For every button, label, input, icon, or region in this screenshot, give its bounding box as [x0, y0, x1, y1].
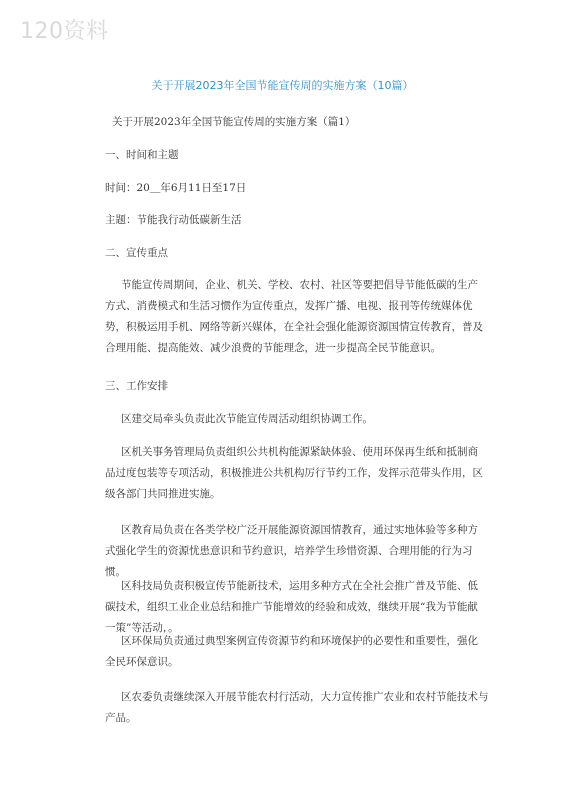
arrangement-paragraph-4: 区科技局负责积极宣传节能新技术，运用多种方式在全社会推广普及节能、低碳技术，组织工业企业总结和推广节能增效的经验和成效，继续开展“我为节能献一策”等活动，。	[105, 580, 478, 634]
section-heading-time-theme: 一、时间和主题	[105, 149, 179, 161]
focus-paragraph: 节能宣传周期间，企业、机关、学校、农村、社区等要把倡导节能低碳的生产方式、消费模式和生活习惯作为宣传重点，发挥广播、电视、报刊等传统媒体优势，积极运用手机、网络等新兴媒体，在全社会强化能源资源国情宣传教育，普及合理用能、提高能效、减少浪费的节能理念，进一步提高全民节能意识。	[105, 279, 483, 354]
arrangement-paragraph-6: 区农委负责继续深入开展节能农村行活动，大力宣传推广农业和农村节能技术与产品。	[105, 691, 489, 724]
time-line: 时间：20＿年6月11日至17日	[105, 182, 247, 194]
section-heading-arrangement: 三、工作安排	[105, 380, 168, 392]
document-title: 关于开展2023年全国节能宣传周的实施方案（10篇）	[151, 79, 414, 92]
arrangement-paragraph-5: 区环保局负责通过典型案例宣传资源节约和环境保护的必要性和重要性，强化全民环保意识。	[105, 635, 478, 668]
arrangement-paragraph-1: 区建交局牵头负责此次节能宣传周活动组织协调工作。	[121, 413, 373, 425]
theme-line: 主题：节能我行动低碳新生活	[105, 214, 242, 226]
document-subtitle: 关于开展2023年全国节能宣传周的实施方案（篇1）	[112, 116, 356, 128]
watermark-logo: 120资料	[20, 19, 109, 44]
section-heading-focus: 二、宣传重点	[105, 247, 168, 259]
arrangement-paragraph-2: 区机关事务管理局负责组织公共机构能源紧缺体验、使用环保再生纸和抵制商品过度包装等专项活动，积极推进公共机构厉行节约工作，发挥示范带头作用，区级各部门共同推进实施。	[105, 446, 483, 500]
arrangement-paragraph-3: 区教育局负责在各类学校广泛开展能源资源国情教育，通过实地体验等多种方式强化学生的资源忧患意识和节约意识，培养学生珍惜资源、合理用能的行为习惯。	[105, 524, 478, 578]
